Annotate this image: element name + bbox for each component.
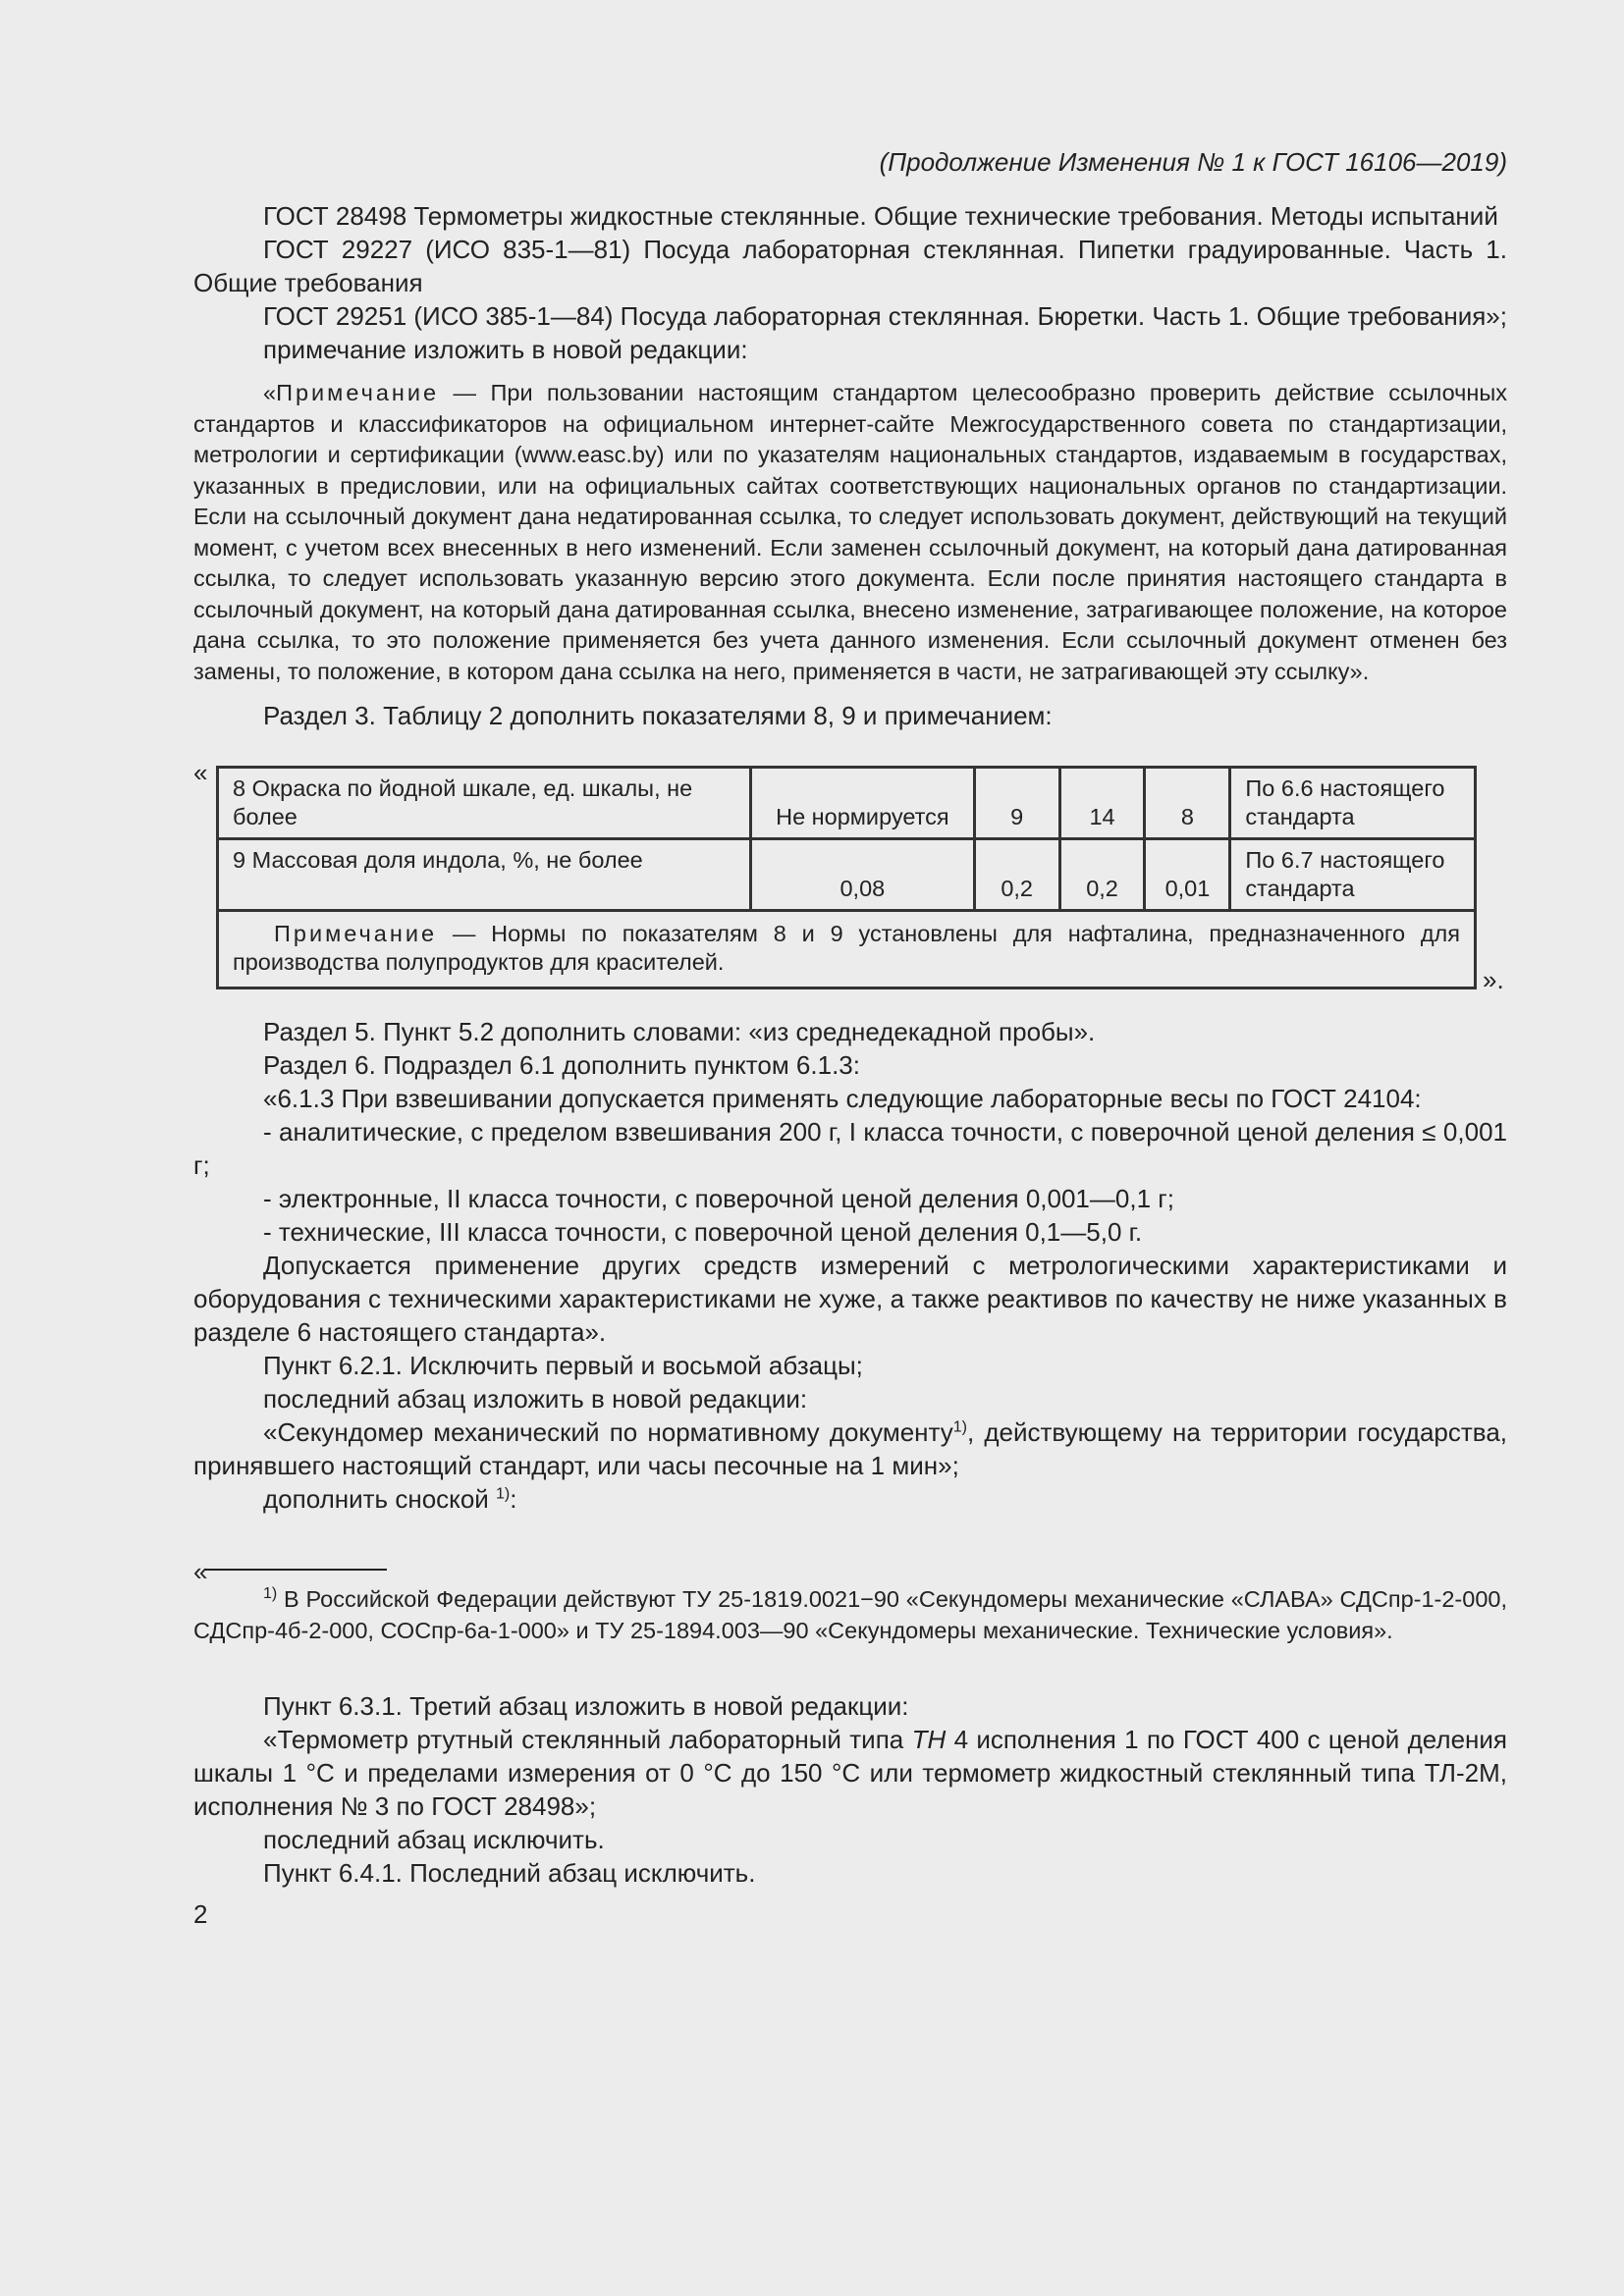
row-9-col4: 0,01: [1145, 839, 1230, 911]
reference-gost-29251: ГОСТ 29251 (ИСО 385-1—84) Посуда лабораторная стеклянная. Бюретки. Часть 1. Общие требования»;: [263, 301, 1507, 331]
scales-analytical: - аналитические, с пределом взвешивания 200 г, I класса точности, с поверочной ценой деления ≤ 0,001 г;: [193, 1117, 1507, 1180]
row-9-col2: 0,2: [974, 839, 1059, 911]
footnote-separator: [193, 1557, 1507, 1586]
note-label: Примечание: [276, 380, 440, 405]
row-9-col3: 0,2: [1059, 839, 1145, 911]
note-open-quote: «: [263, 380, 277, 405]
footnote-marker: 1): [496, 1485, 511, 1503]
reference-gost-29227: ГОСТ 29227 (ИСО 835-1—81) Посуда лабораторная стеклянная. Пипетки градуированные. Часть 1. Общие требования: [193, 235, 1507, 297]
stopwatch-paragraph: [193, 1415, 1507, 1482]
thermometer-text-a: «Термометр ртутный стеклянный лабораторный типа: [263, 1725, 912, 1754]
footnote: [193, 1584, 1507, 1646]
footnote-marker: 1): [952, 1418, 967, 1436]
table-row: [218, 839, 1476, 911]
thermometer-type: ТН: [911, 1725, 947, 1754]
add-footnote-instruction: [193, 1482, 1507, 1516]
section-5-instruction: Раздел 5. Пункт 5.2 дополнить словами: «из среднедекадной пробы».: [263, 1017, 1096, 1046]
stopwatch-text-b: , действующему на территории государства, принявшего настоящий стандарт, или часы песочные на 1 мин»;: [193, 1417, 1508, 1480]
reference-gost-28498: ГОСТ 28498 Термометры жидкостные стеклянные. Общие технические требования. Методы испытаний: [263, 201, 1498, 231]
scales-technical: - технические, III класса точности, с поверочной ценой деления 0,1—5,0 г.: [263, 1217, 1143, 1247]
row-8-col1: Не нормируется: [751, 768, 975, 839]
row-8-method: По 6.6 настоящего стандарта: [1230, 768, 1476, 839]
footnote-text: [193, 1584, 1507, 1646]
row-8-col2: 9: [974, 768, 1059, 839]
document-page: [193, 147, 1507, 1930]
other-means-allowed: Допускается применение других средств измерений с метрологическими характеристиками и оборудования с техническими характеристиками не хуже, а также реактивов по качеству не ниже указанных в разделе 6 настоящего стандарта».: [193, 1251, 1507, 1347]
section-3-instruction: Раздел 3. Таблицу 2 дополнить показателями 8, 9 и примечанием:: [263, 701, 1053, 730]
table-close-quote: ».: [1483, 965, 1504, 994]
last-paragraph-instruction: последний абзац изложить в новой редакции:: [263, 1384, 808, 1414]
table-note-row: [218, 911, 1476, 988]
footnote-body: В Российской Федерации действуют ТУ 25-1819.0021−90 «Секундомеры механические «СЛАВА» СДСпр-1-2-000, СДСпр-4б-2-000, СОСпр-6а-1-000» и ТУ 25-1894.003—90 «Секундомеры механические. Технические условия».: [193, 1586, 1507, 1643]
row-8-col3: 14: [1059, 768, 1145, 839]
table-note: [218, 911, 1476, 988]
row-9-name: 9 Массовая доля индола, %, не более: [218, 839, 751, 911]
stopwatch-text-a: «Секундомер механический по нормативному документу: [263, 1417, 953, 1447]
table-note-text: — Нормы по показателям 8 и 9 установлены для нафталина, предназначенного для производства полупродуктов для красителей.: [233, 921, 1460, 975]
thermometer-paragraph: [193, 1723, 1507, 1823]
clause-6-3-1-instruction: Пункт 6.3.1. Третий абзац изложить в новой редакции:: [263, 1691, 909, 1721]
table-row: [218, 768, 1476, 839]
section-6-instruction: Раздел 6. Подраздел 6.1 дополнить пунктом 6.1.3:: [263, 1050, 860, 1080]
note-intro: примечание изложить в новой редакции:: [263, 335, 748, 364]
references-note-text: [193, 378, 1507, 687]
row-9-method: По 6.7 настоящего стандарта: [1230, 839, 1476, 911]
page-number: 2: [193, 1899, 208, 1929]
references-note: [193, 378, 1507, 687]
scales-electronic: - электронные, II класса точности, с поверочной ценой деления 0,001—0,1 г;: [263, 1184, 1174, 1213]
row-8-name: 8 Окраска по йодной шкале, ед. шкалы, не более: [218, 768, 751, 839]
thermometer-text-b: 4 исполнения 1 по ГОСТ 400 с ценой деления шкалы 1 °С и пределами измерения от 0 °С до 150 °С или термометр жидкостный стеклянный типа ТЛ-2М, исполнения № 3 по ГОСТ 28498»;: [193, 1725, 1507, 1821]
footnote-open-quote: «: [193, 1557, 208, 1586]
clause-6-4-1-instruction: Пункт 6.4.1. Последний абзац исключить.: [263, 1858, 756, 1888]
footnote-number: 1): [263, 1585, 278, 1603]
note-body: — При пользовании настоящим стандартом целесообразно проверить действие ссылочных стандартов и классификаторов на официальном интернет-сайте Межгосударственного совета по стандартизации, метрологии и сертификации (www.easc.by) или по указателям национальных стандартов, издаваемым в государствах, указанных в предисловии, или на официальных сайтах соответствующих национальных органов по стандартизации. Если на ссылочный документ дана недатированная ссылка, то следует использовать документ, действующий на текущий момент, с учетом всех внесенных в него изменений. Если заменен ссылочный документ, на который дана датированная ссылка, то следует использовать указанную версию этого документа. Если после принятия настоящего стандарта в ссылочный документ, на который дана датированная ссылка, внесено изменение, затрагивающее положение, на которое дана ссылка, то это положение применяется без учета данного изменения. Если ссылочный документ отменен без замены, то положение, в котором дана ссылка на него, применяется в части, не затрагивающей эту ссылку».: [193, 380, 1507, 684]
clause-6-1-3: «6.1.3 При взвешивании допускается применять следующие лабораторные весы по ГОСТ 24104:: [263, 1084, 1422, 1113]
table-insert: [193, 756, 1507, 994]
footnote-rule: [205, 1569, 387, 1571]
row-8-col4: 8: [1145, 768, 1230, 839]
indicators-table: [216, 766, 1477, 989]
table-note-label: Примечание: [274, 921, 438, 946]
add-footnote-colon: :: [510, 1484, 517, 1514]
add-footnote-text: дополнить сноской: [263, 1484, 497, 1514]
last-paragraph-exclude: последний абзац исключить.: [263, 1825, 605, 1854]
row-9-col1: 0,08: [751, 839, 975, 911]
page-header: (Продолжение Изменения № 1 к ГОСТ 16106—2019): [879, 147, 1507, 177]
clause-6-2-1-instruction: Пункт 6.2.1. Исключить первый и восьмой абзацы;: [263, 1351, 863, 1380]
table-open-quote: «: [193, 758, 208, 787]
